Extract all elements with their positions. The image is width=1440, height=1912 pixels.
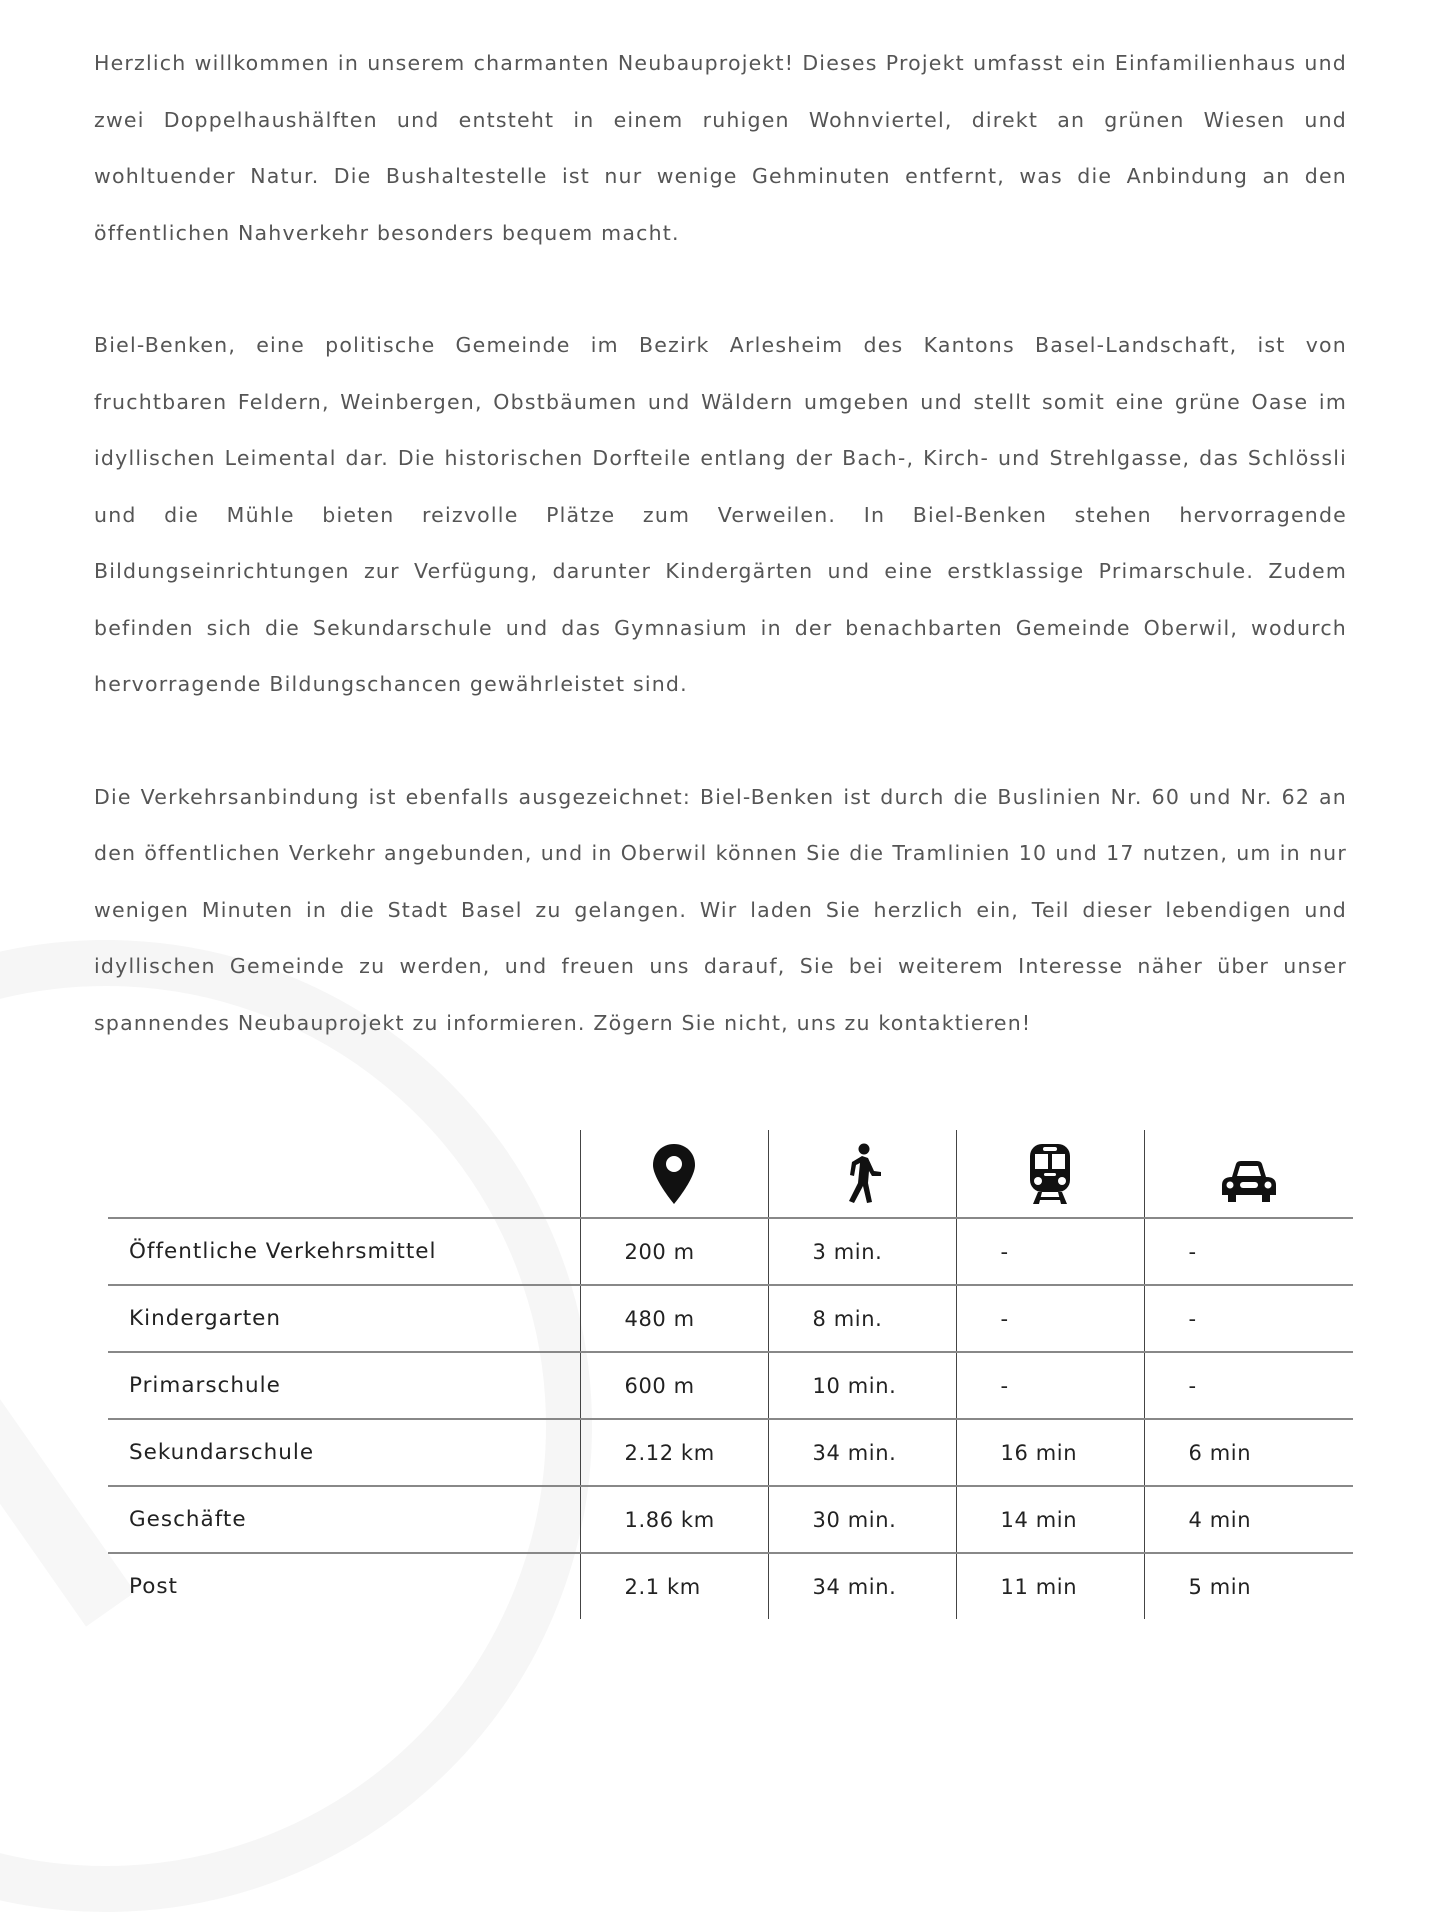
car-time-cell: -	[1144, 1285, 1353, 1352]
car-time-cell: -	[1144, 1352, 1353, 1419]
walking-person-icon	[840, 1143, 884, 1205]
distance-cell: 480 m	[580, 1285, 768, 1352]
car-time-cell: -	[1144, 1218, 1353, 1285]
table-row	[108, 1419, 1353, 1486]
row-label: Primarschule	[108, 1352, 580, 1419]
header-train	[956, 1130, 1144, 1218]
description-text	[94, 35, 1347, 1107]
table-row	[108, 1285, 1353, 1352]
walk-time-cell: 3 min.	[768, 1218, 956, 1285]
train-time-cell: -	[956, 1218, 1144, 1285]
car-time-cell: 4 min	[1144, 1486, 1353, 1553]
header-car	[1144, 1130, 1353, 1218]
walk-time-cell: 8 min.	[768, 1285, 956, 1352]
table-row	[108, 1553, 1353, 1619]
row-label: Post	[129, 1574, 178, 1599]
distance-cell: 2.1 km	[580, 1553, 768, 1619]
intro-paragraph: Herzlich willkommen in unserem charmanten Neubauprojekt! Dieses Projekt umfasst ein Einfamilienhaus und zwei Doppelhaushälften und entsteht in einem ruhigen Wohnviertel, direkt an grünen Wiesen und wohltuender Natur. Die Bushaltestelle ist nur wenige Gehminuten entfernt, was die Anbindung an den öffentlichen Nahverkehr besonders bequem macht.	[94, 51, 1347, 245]
distance-cell: 1.86 km	[580, 1486, 768, 1553]
row-label: Öffentliche Verkehrsmittel	[108, 1218, 580, 1285]
row-label: Kindergarten	[108, 1285, 580, 1352]
transport-paragraph: Die Verkehrsanbindung ist ebenfalls ausgezeichnet: Biel-Benken ist durch die Buslinien Nr. 60 und Nr. 62 an den öffentlichen Verkehr angebunden, und in Oberwil können Sie die Tramlinien 10 und 17 nutzen, um in nur wenigen Minuten in die Stadt Basel zu gelangen. Wir laden Sie herzlich ein, Teil dieser lebendigen und idyllischen Gemeinde zu werden, und freuen uns darauf, Sie bei weiterem Interesse näher über unser spannendes Neubauprojekt zu informieren. Zögern Sie nicht, uns zu kontaktieren!	[94, 784, 1347, 1035]
walk-time-cell: 34 min.	[768, 1553, 956, 1619]
train-time-cell: 11 min	[956, 1553, 1144, 1619]
row-label: Geschäfte	[108, 1486, 580, 1553]
location-pin-icon	[651, 1143, 697, 1205]
table-row	[108, 1486, 1353, 1553]
train-icon	[1027, 1143, 1073, 1205]
table-row	[108, 1218, 1353, 1285]
row-label: Sekundarschule	[108, 1419, 580, 1486]
header-distance	[580, 1130, 768, 1218]
header-empty	[108, 1130, 580, 1218]
header-walking	[768, 1130, 956, 1218]
car-icon	[1220, 1159, 1278, 1205]
table-header-row	[108, 1130, 1353, 1218]
walk-time-cell: 34 min.	[768, 1419, 956, 1486]
location-paragraph: Biel-Benken, eine politische Gemeinde im Bezirk Arlesheim des Kantons Basel-Landschaft, ist von fruchtbaren Feldern, Weinbergen, Obstbäumen und Wäldern umgeben und stellt somit eine grüne Oase im idyllischen Leimental dar. Die historischen Dorfteile entlang der Bach-, Kirch- und Strehlgasse, das Schlössli und die Mühle bieten reizvolle Plätze zum Verweilen. In Biel-Benken stehen hervorragende Bildungseinrichtungen zur Verfügung, darunter Kindergärten und eine erstklassige Primarschule. Zudem befinden sich die Sekundarschule und das Gymnasium in der benachbarten Gemeinde Oberwil, wodurch hervorragende Bildungschancen gewährleistet sind.	[94, 333, 1347, 696]
distance-cell: 2.12 km	[580, 1419, 768, 1486]
car-time-cell: 5 min	[1144, 1553, 1353, 1619]
train-time-cell: -	[956, 1285, 1144, 1352]
distance-cell: 600 m	[580, 1352, 768, 1419]
walk-time-cell: 10 min.	[768, 1352, 956, 1419]
table-row	[108, 1352, 1353, 1419]
walk-time-cell: 30 min.	[768, 1486, 956, 1553]
train-time-cell: -	[956, 1352, 1144, 1419]
distance-table	[108, 1130, 1353, 1619]
train-time-cell: 16 min	[956, 1419, 1144, 1486]
distance-cell: 200 m	[580, 1218, 768, 1285]
car-time-cell: 6 min	[1144, 1419, 1353, 1486]
train-time-cell: 14 min	[956, 1486, 1144, 1553]
